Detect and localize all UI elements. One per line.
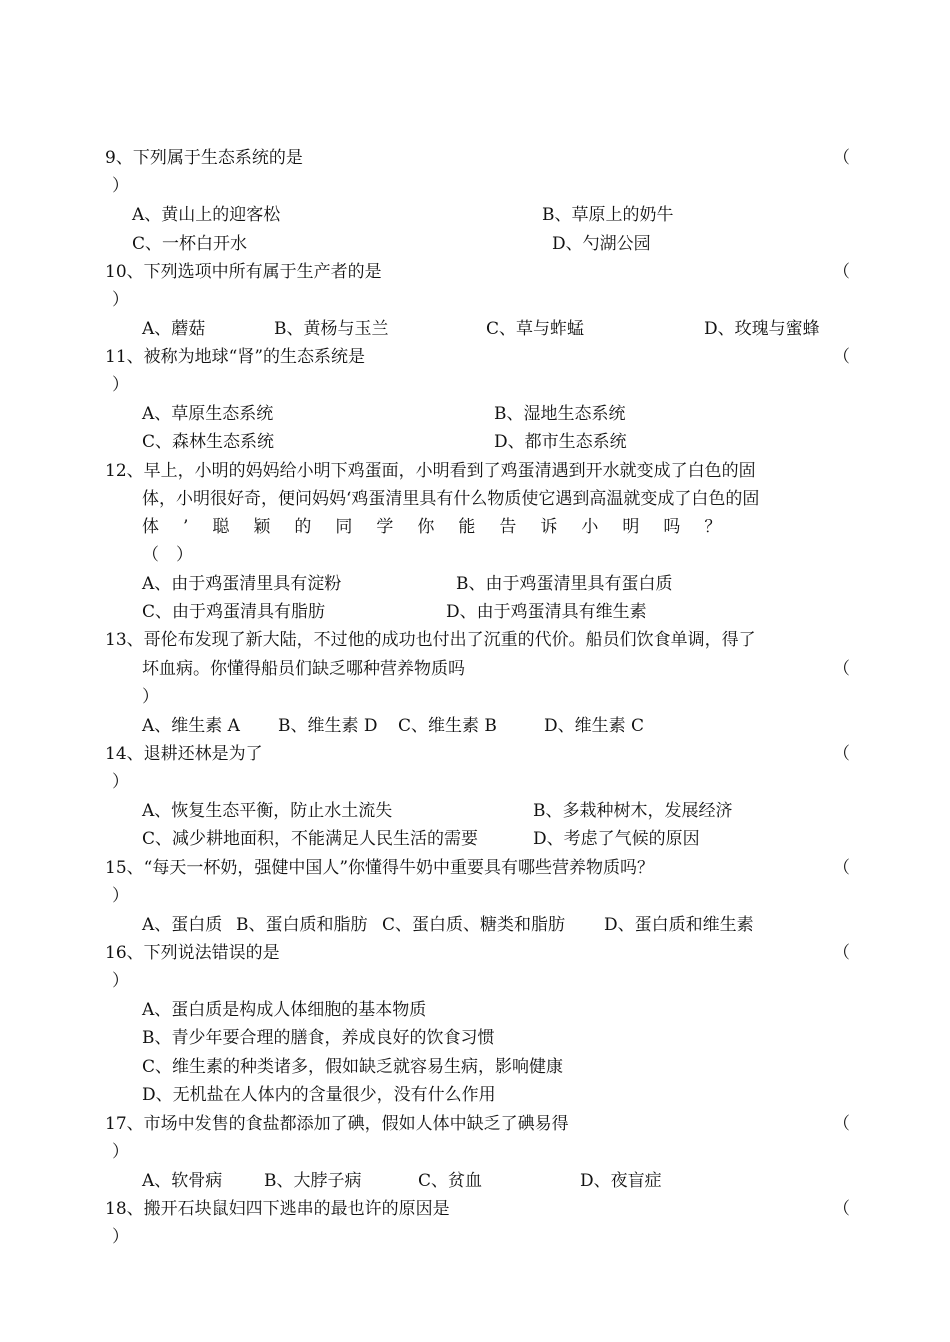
answer-paren-close: ）: [112, 886, 129, 906]
option-d: D、玫瑰与蜜蜂: [704, 319, 820, 339]
answer-paren-close: ）: [142, 687, 159, 707]
answer-paren-close: ）: [112, 1227, 129, 1247]
answer-paren-close: ）: [112, 772, 129, 792]
option-c: C、蛋白质、糖类和脂肪: [382, 915, 566, 935]
option-c: C、草与蚱蜢: [486, 319, 585, 339]
option-b: B、草原上的奶牛: [542, 205, 674, 225]
option-b: B、多栽种树木，发展经济: [533, 801, 733, 821]
question-stem: 15、“每天一杯奶，强健中国人”你懂得牛奶中重要具有哪些营养物质吗？: [105, 858, 655, 878]
option-d: D、无机盐在人体内的含量很少，没有什么作用: [142, 1085, 496, 1105]
option-c: C、贫血: [418, 1171, 483, 1191]
option-b: B、青少年要合理的膳食，养成良好的饮食习惯: [142, 1028, 495, 1048]
question-stem-line-2: 坏血病。你懂得船员们缺乏哪种营养物质吗: [142, 659, 465, 679]
option-a: A、黄山上的迎客松: [132, 205, 281, 225]
option-a: A、恢复生态平衡，防止水土流失: [142, 801, 393, 821]
answer-paren-close: ）: [112, 375, 129, 395]
option-c: C、维生素 B: [398, 716, 497, 736]
option-d: D、蛋白质和维生素: [604, 915, 754, 935]
answer-paren: （ ）: [142, 545, 193, 565]
answer-paren-close: ）: [112, 176, 129, 196]
option-c: C、维生素的种类诸多，假如缺乏就容易生病，影响健康: [142, 1057, 564, 1077]
question-stem-line-2: 体，小明很好奇，便问妈妈‘鸡蛋清里具有什么物质使它遇到高温就变成了白色的固: [142, 489, 760, 509]
answer-paren-close: ）: [112, 1142, 129, 1162]
question-stem: 16、下列说法错误的是: [105, 943, 280, 963]
option-b: B、蛋白质和脂肪: [236, 915, 368, 935]
option-a: A、草原生态系统: [142, 404, 274, 424]
answer-paren-open: （: [833, 262, 850, 282]
option-b: B、大脖子病: [264, 1171, 362, 1191]
answer-paren-open: （: [833, 148, 850, 168]
option-d: D、考虑了气候的原因: [533, 829, 700, 849]
option-d: D、维生素 C: [544, 716, 645, 736]
question-stem: 12、早上，小明的妈妈给小明下鸡蛋面，小明看到了鸡蛋清遇到开水就变成了白色的固: [105, 461, 756, 481]
answer-paren-open: （: [833, 1199, 850, 1219]
option-d: D、都市生态系统: [494, 432, 627, 452]
question-stem: 13、哥伦布发现了新大陆，不过他的成功也付出了沉重的代价。船员们饮食单调，得了: [105, 630, 756, 650]
option-d: D、夜盲症: [580, 1171, 662, 1191]
option-b: B、由于鸡蛋清里具有蛋白质: [456, 574, 673, 594]
question-stem: 11、被称为地球“肾”的生态系统是: [105, 347, 366, 367]
option-a: A、蛋白质: [142, 915, 223, 935]
answer-paren-open: （: [833, 744, 850, 764]
answer-paren-open: （: [833, 659, 850, 679]
option-b: B、湿地生态系统: [494, 404, 626, 424]
option-b: B、黄杨与玉兰: [274, 319, 389, 339]
option-c: C、一杯白开水: [132, 234, 248, 254]
option-a: A、维生素 A: [142, 716, 240, 736]
question-stem: 18、搬开石块鼠妇四下逃串的最也许的原因是: [105, 1199, 450, 1219]
option-c: C、减少耕地面积，不能满足人民生活的需要: [142, 829, 479, 849]
answer-paren-open: （: [833, 858, 850, 878]
option-c: C、由于鸡蛋清具有脂肪: [142, 602, 326, 622]
answer-paren-open: （: [833, 1114, 850, 1134]
question-stem: 17、市场中发售的食盐都添加了碘，假如人体中缺乏了碘易得: [105, 1114, 569, 1134]
option-a: A、软骨病: [142, 1171, 223, 1191]
option-a: A、蘑菇: [142, 319, 206, 339]
option-a: A、由于鸡蛋清里具有淀粉: [142, 574, 342, 594]
answer-paren-close: ）: [112, 971, 129, 991]
answer-paren-open: （: [833, 347, 850, 367]
option-a: A、蛋白质是构成人体细胞的基本物质: [142, 1000, 427, 1020]
option-c: C、森林生态系统: [142, 432, 275, 452]
answer-paren-close: ）: [112, 290, 129, 310]
question-stem: 10、下列选项中所有属于生产者的是: [105, 262, 382, 282]
question-stem: 9、下列属于生态系统的是: [105, 148, 303, 168]
answer-paren-open: （: [833, 943, 850, 963]
option-b: B、维生素 D: [278, 716, 378, 736]
option-d: D、由于鸡蛋清具有维生素: [446, 602, 647, 622]
option-d: D、勺湖公园: [552, 234, 651, 254]
question-stem-line-3: 体’聪颖的同学你能告诉小明吗？: [142, 517, 746, 537]
question-stem: 14、退耕还林是为了: [105, 744, 263, 764]
